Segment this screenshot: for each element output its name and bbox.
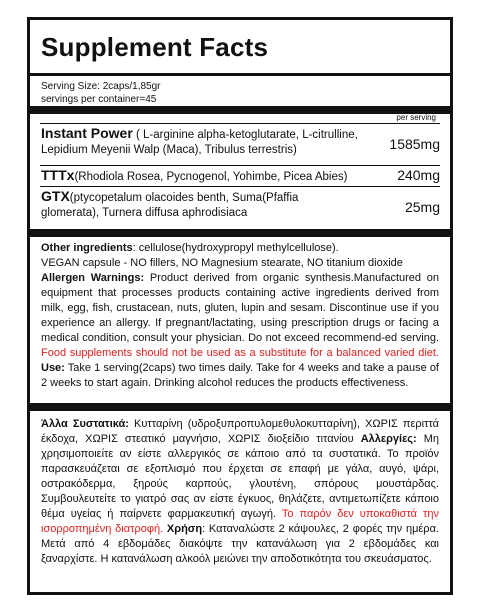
ingredients-bottom-divider [30,229,450,237]
use-label: Use: [41,362,65,374]
allergen-warnings-label: Allergen Warnings: [41,272,145,284]
ingredient-name: TTTx [41,167,75,183]
ingredient-amount: 1585mg [389,136,440,152]
ingredient-row [41,189,440,227]
ingredient-amount: 25mg [404,199,440,215]
diet-warning-text: Food supplements should not be used as a substitute for a balanced varied diet. [41,347,439,359]
title-divider [30,73,450,76]
english-info [41,241,439,391]
ingredient-name: Instant Power [41,125,133,141]
vegan-capsule-text: VEGAN capsule - NO fillers, NO Magnesium stearate, NO titanium dioxide [41,257,403,269]
ingredient-desc-cont: Lepidium Meyenii Walp (Maca), Tribulus terrestris) [41,144,297,156]
greek-allergy-label: Αλλεργίες: [360,433,417,445]
servings-per-container: servings per container=45 [41,94,157,105]
other-ingredients-label: Other ingredients [41,242,133,254]
serving-divider [30,106,450,114]
allergen-warnings-text: Product derived from organic synthesis.Manufactured on equipment that processes products containing active ingredients derived from milk, egg, fish, crustacean, nuts, gluten, lupin and sesam. Discontinue use if you experience an allergy. If pregnant/lactating, using prescription drugs or facing a medical condition, consult your physician. Do not exceed recommend-ed serving. [41,272,440,344]
other-ingredients-text: : cellulose(hydroxypropyl methylcellulose). [132,242,339,254]
greek-other-ingredients-text: Κυτταρίνη (υδροξυπροπυλομεθυλοκυτταρίνη), ΧΩΡΙΣ περιττά έκδοχα, ΧΩΡΙΣ στεατικό μαγνήσιο, ΧΩΡΙΣ διοξείδιο τιτανίου [41,418,440,445]
header-divider [40,123,440,124]
serving-size: Serving Size: 2caps/1,85gr [41,81,161,92]
greek-info [41,417,439,567]
per-serving-header: per serving [396,113,436,122]
ingredient-desc: (ptycopetalum olacoides benth, Suma(Pfaffia [69,192,299,204]
ingredient-desc: (Rhodiola Rosea, Pycnogenol, Yohimbe, Picea Abies) [74,171,348,183]
ingredient-name: GTX [41,188,70,204]
supplement-facts-label [27,17,453,595]
ingredient-row [41,126,440,164]
ingredient-row [41,168,440,186]
greek-use-text: : Καταναλώστε 2 κάψουλες, 2 φορές την ημέρα. Μετά από 4 εβδομάδες διακόψτε την κατανάλωση για 2 εβδομάδες και ξαναρχίστε. Η κατανάλωση αλκοόλ μειώνει την αποδοτικότητα του σκευάσματος. [41,523,439,565]
use-text: Take 1 serving(2caps) two times daily. Take for 4 weeks and take a pause of 2 weeks to start again. Drinking alcohol reduces the products effectiveness. [41,362,439,389]
ingredient-desc: ( L-arginine alpha-ketoglutarate, L-citrulline, [132,129,358,141]
greek-other-ingredients-label: Άλλα Συστατικά: [41,418,129,430]
ingredient-divider [40,165,440,166]
ingredient-desc-cont: glomerata), Turnera diffusa aphrodisiaca [41,207,248,219]
language-divider [30,403,450,411]
greek-diet-warning-text: Το παρόν δεν υποκαθιστά την ισορροπημένη διατροφή. [41,508,439,535]
ingredient-divider [40,186,440,187]
greek-allergy-text: Μη χρησιμοποιείτε αν είστε αλλεργικός σε κάποιο από τα συστατικά. Το προϊόν παρασκευάζεται σε εξοπλισμό που έρχεται σε επαφή με γάλα, αυγό, ψάρι, οστρακόδερμα, ξηρούς καρπούς, γλουτένη, σπόρους μουστάρδας. Συμβουλευτείτε το γιατρό σας αν είστε έγκυος, θηλάζετε, αντιμετωπίζετε κάποιο θέμα υγείας ή παίρνετε φαρμακευτική αγωγή. [41,433,439,520]
greek-use-label: Χρήση [163,523,203,535]
ingredient-amount: 240mg [397,167,440,183]
serving-info [41,80,161,106]
label-title: Supplement Facts [41,32,269,62]
